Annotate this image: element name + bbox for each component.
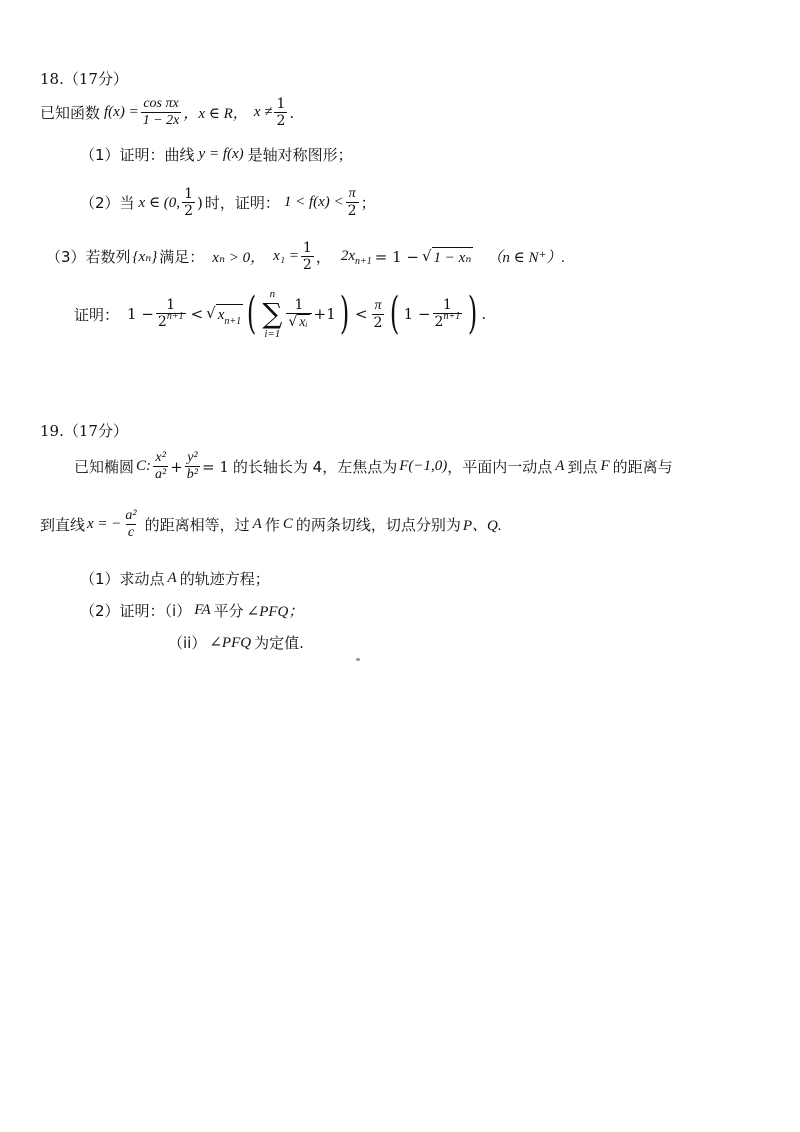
q18-cond1: ，x ∈ R， [183,106,248,122]
q19-p1-label: （1）求动点 [80,570,165,588]
q18-p3-c2-denominator: 2 [302,257,312,273]
q18-cond2-end: . [289,103,295,122]
q18-p3-sqrt [422,247,473,267]
q18-proof-sum-bottom: i=1 [264,328,281,340]
q19-line2-mid2: 作 [264,516,280,534]
q19-pq: P、Q. [462,518,502,534]
q18-cond2-denominator: 2 [276,113,286,129]
q19-c-label: C: [136,458,152,474]
q19-p2-fa: FA [194,602,211,618]
q18-cond2-numerator: 1 [276,96,286,112]
q18-proof-f1 [156,297,186,332]
q18-proof-plus1: +1 [313,305,336,323]
q18-p2-numerator: 1 [184,186,193,202]
q18-proof-end: . [481,305,487,323]
q18-p3-mid: 满足： [159,248,205,266]
q19-line2 [40,508,502,541]
q18-proof-pi-numerator: π [374,297,382,313]
q18-p3-c4: （n ∈ N⁺）. [487,250,566,266]
q18-p2-ineq: 1 < f(x) < [283,194,344,210]
q18-p3-c3-radicand: 1 − xₙ [432,247,474,267]
q18-proof-pi-denominator: 2 [373,314,383,331]
q18-proof-f1-den-base: 2 [157,313,167,330]
q19-text4: 的距离与 [612,458,673,476]
q19-e2-numerator: y² [187,450,198,465]
q18-proof-f3-numerator: 1 [442,296,452,313]
q18-p2-denominator: 2 [184,203,193,219]
q19-p2ii-angle: ∠PFQ [209,635,252,651]
q18-part3 [46,240,565,273]
q18-p2-pi-fraction [346,186,359,219]
right-big-paren-icon: ) [339,288,350,339]
q19-line2-prefix: 到直线 [40,516,86,534]
q19-part1 [80,568,270,589]
q18-f-numerator: cos πx [143,96,179,111]
q19-p2-angle: ∠PFQ； [246,604,304,620]
q19-a-point: A [555,458,565,474]
q19-text1: 的长轴长为 4，左焦点为 [232,458,398,476]
q18-part1 [80,144,353,165]
q18-proof-f2 [286,297,311,331]
q18-proof-f2-radicand: xᵢ [299,315,308,330]
q18-proof-f3 [433,297,463,332]
q18-proof-sum-top: n [269,288,276,300]
q18-proof-sum-sigma: ∑ [262,297,283,330]
q19-f-point: F [600,458,610,474]
q18-proof-f1-numerator: 1 [166,296,176,313]
q19-e1-denominator: a² [155,467,167,482]
q18-p2-end: ； [360,194,376,212]
q18-f-denominator: 1 − 2x [142,113,180,128]
q19-line2-mid: 的距离相等，过 [144,516,250,534]
q19-e1-fraction [153,450,168,483]
q18-proof-sum [262,288,282,340]
q18-proof-sqrt-radicand [216,304,243,327]
q19-eq1: = 1 [202,457,229,476]
q18-f-lhs: f(x) = [104,104,139,120]
q19-p1-tail: 的轨迹方程； [179,570,270,588]
q18-proof-f3-den-exp: n+1 [443,310,461,322]
q18-p2-expr-b: ) [196,193,203,212]
q19-line1 [74,450,673,483]
q19-text2: ，平面内一动点 [447,458,553,476]
q19-c-point: C [282,516,293,532]
q18-proof-f1-den-exp: n+1 [166,310,184,322]
q18-proof-f2-denominator [286,313,311,331]
q18-proof-lt2: < [354,305,368,323]
q18-p3-c1: xₙ > 0， [212,250,266,266]
left-big-paren-icon: ( [247,288,257,339]
q18-proof-sqrt [206,304,243,327]
q19-given-prefix: 已知椭圆 [74,458,135,476]
sqrt-symbol-icon: √ [206,304,216,322]
q18-p3-c2-fraction [301,240,314,273]
q19-p2-mid: 平分 [213,602,244,620]
q19-directrix-denominator: c [127,525,135,540]
scan-speck [356,658,360,661]
q19-plus: + [170,457,183,476]
q18-p3-c3-sub: n+1 [355,256,372,267]
q18-cond2-fraction [274,96,287,129]
q18-p1-label: （1）证明：曲线 [80,146,195,164]
q18-proof-lt1: < [190,305,204,323]
q19-p2ii-tail: 为定值. [254,634,304,652]
q18-proof-f1-denominator [156,310,186,332]
q18-proof-pi-fraction [372,298,385,331]
sqrt-symbol-icon: √ [288,314,298,330]
q19-e1-numerator: x² [155,450,166,465]
q19-p2-label: （2）证明：（i） [80,602,192,620]
q19-x-eq: x = − [87,516,122,532]
sqrt-symbol-icon: √ [421,246,432,265]
q18-proof-one2: 1 − [403,305,431,323]
q18-cond2-lhs: x ≠ [253,104,273,120]
q19-p1-a: A [167,570,177,586]
q18-f-fraction [141,96,182,129]
q19-heading-text: 19.（17分） [40,422,128,440]
q18-p1-expr: y = f(x) [198,146,244,162]
q19-text3: 到点 [567,458,598,476]
q18-given-prefix: 已知函数 [40,104,101,122]
q19-part2 [80,600,303,621]
q18-proof-f3-den-base: 2 [434,313,444,330]
left-big-paren-icon: ( [390,288,400,339]
q18-p2-expr-a: x ∈ (0, [138,195,181,211]
q19-focus: F(−1,0) [399,458,448,474]
q18-p1-tail: 是轴对称图形； [247,146,353,164]
q18-p2-label: （2）当 [80,194,135,212]
q18-proof-f2-sqrt [288,314,309,331]
q19-e2-fraction [185,450,200,483]
q18-given-line [40,96,294,129]
q19-a-point2: A [252,516,262,532]
q18-proof-label: 证明： [74,305,120,324]
q18-p3-c3-a: 2x [340,248,356,264]
q18-p3-c2-end: ， [315,248,331,266]
q19-heading [40,420,128,441]
q18-p3-c2-lhs: x₁ = [273,248,299,264]
q18-p3-c3-b: = 1 − [374,247,419,266]
q18-proof-sqrt-x: x [217,307,225,323]
q18-p3-seq: {xₙ} [132,249,158,265]
q18-p2-fraction [182,186,195,219]
q18-proof-f3-denominator [433,310,463,332]
q18-p3-label: （3）若数列 [46,248,131,266]
q19-part2-ii [168,632,304,653]
q18-heading-text: 18.（17分） [40,70,128,88]
q18-part2 [80,186,376,219]
q18-proof-sqrt-sub: n+1 [224,316,242,327]
q18-p2-pi-numerator: π [348,186,356,201]
q19-e2-denominator: b² [186,467,198,482]
q18-proof-line [74,288,486,340]
q18-proof-f2-numerator: 1 [294,297,304,313]
q19-directrix-fraction [123,508,138,541]
q18-proof-one: 1 − [127,305,154,323]
right-big-paren-icon: ) [468,288,478,339]
q18-heading [40,68,128,89]
q19-line2-tail: 的两条切线，切点分别为 [295,516,461,534]
q18-p2-pi-denominator: 2 [347,203,357,219]
q18-p2-mid: 时，证明： [204,194,280,212]
q19-directrix-numerator: a² [125,508,137,523]
q18-p3-c2-numerator: 1 [302,240,312,256]
q19-p2ii-label: （ii） [168,634,207,652]
